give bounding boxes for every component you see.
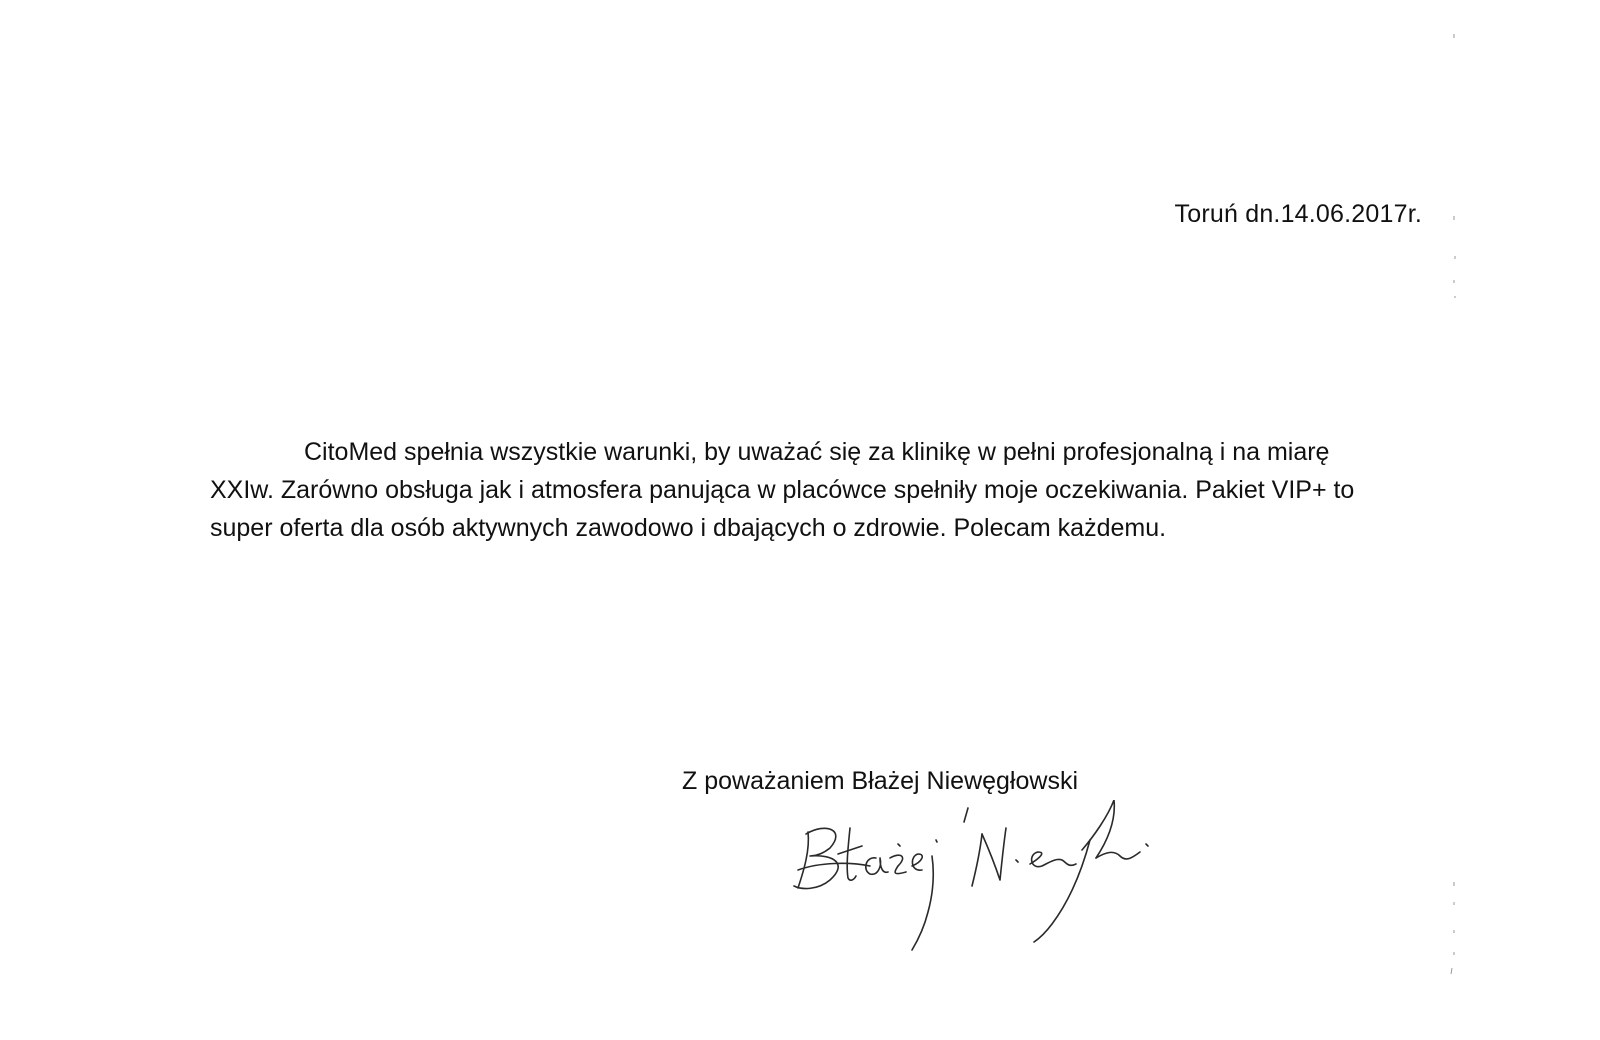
handwritten-signature — [790, 800, 1210, 960]
date-line: Toruń dn.14.06.2017r. — [1174, 200, 1422, 228]
closing-line: Z poważaniem Błażej Niewęgłowski — [682, 767, 1078, 795]
scan-edge-marks — [1450, 0, 1490, 1040]
letter-body: CitoMed spełnia wszystkie warunki, by uważać się za klinikę w pełni profesjonalną i na miarę XXIw. Zarówno obsługa jak i atmosfera panująca w placówce spełniły moje oczekiwania. Pakiet VIP+ to super oferta dla osób aktywnych zawodowo i dbających o zdrowie. Polecam każdemu. — [210, 438, 1355, 542]
